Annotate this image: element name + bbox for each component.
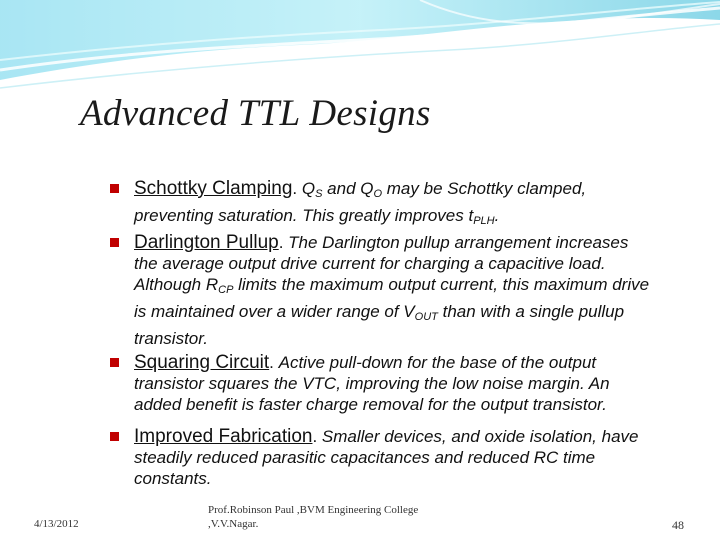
bullet-body: Active pull-down for the base of the output transistor squares the VTC, improving the low noise margin. An added benefit is faster charge removal for the output transistor. xyxy=(134,353,610,414)
bullet-marker-icon xyxy=(110,184,119,193)
footer-author-line1: Prof.Robinson Paul ,BVM Engineering College xyxy=(208,504,419,516)
bullet-item xyxy=(110,352,650,415)
subscript: OUT xyxy=(414,311,438,323)
bullet-item xyxy=(110,232,650,349)
subscript: CP xyxy=(218,284,234,296)
bullet-text: Improved Fabrication. Smaller devices, and oxide isolation, have steadily reduced parasitic capacitances and reduced RC time constants. xyxy=(134,426,639,488)
bullet-heading: Schottky Clamping xyxy=(134,178,293,199)
subscript: O xyxy=(373,188,383,200)
bullet-body: Smaller devices, and oxide isolation, have steadily reduced parasitic capacitances and reduced RC time constants. xyxy=(134,427,639,488)
bullet-body: $Q_S$ and $Q_O$ may be Schottky clamped, preventing saturation. This greatly improves $t_{PLH}$. xyxy=(134,179,587,227)
bullet-text: Schottky Clamping. $Q_S$ and $Q_O$ may be Schottky clamped, preventing saturation. This greatly improves $t_{PLH}$. xyxy=(134,178,587,227)
bullet-text: Darlington Pullup. The Darlington pullup arrangement increases the average output drive current for charging a capacitive load. Although $R_{CP}$ limits the maximum output current, this maximum drive is maintained over a wider range of $V_{OUT}$ than with a single pullup transistor. xyxy=(134,232,650,348)
bullet-marker-icon xyxy=(110,432,119,441)
bullet-heading: Squaring Circuit xyxy=(134,352,270,373)
slide-title: Advanced TTL Designs xyxy=(80,93,431,134)
footer-date: 4/13/2012 xyxy=(34,518,79,530)
bullet-marker-icon xyxy=(110,238,119,247)
bullet-body: The Darlington pullup arrangement increases the average output drive current for charging a capacitive load. Although $R_{CP}$ limits the maximum output current, this maximum drive is maintained over a wider range of $V_{OUT}$ than with a single pullup transistor. xyxy=(134,233,650,348)
bullet-marker-icon xyxy=(110,358,119,367)
bullet-heading: Darlington Pullup xyxy=(134,232,279,253)
subscript: PLH xyxy=(473,215,495,227)
bullet-item xyxy=(110,178,650,232)
footer-author-line2: ,V.V.Nagar. xyxy=(208,518,259,530)
footer-author xyxy=(208,503,418,531)
page-number: 48 xyxy=(672,518,684,532)
subscript: S xyxy=(315,188,323,200)
bullet-heading: Improved Fabrication xyxy=(134,426,313,447)
bullet-item xyxy=(110,426,650,489)
bullet-text: Squaring Circuit. Active pull-down for the base of the output transistor squares the VTC, improving the low noise margin. An added benefit is faster charge removal for the output transistor. xyxy=(134,352,610,414)
